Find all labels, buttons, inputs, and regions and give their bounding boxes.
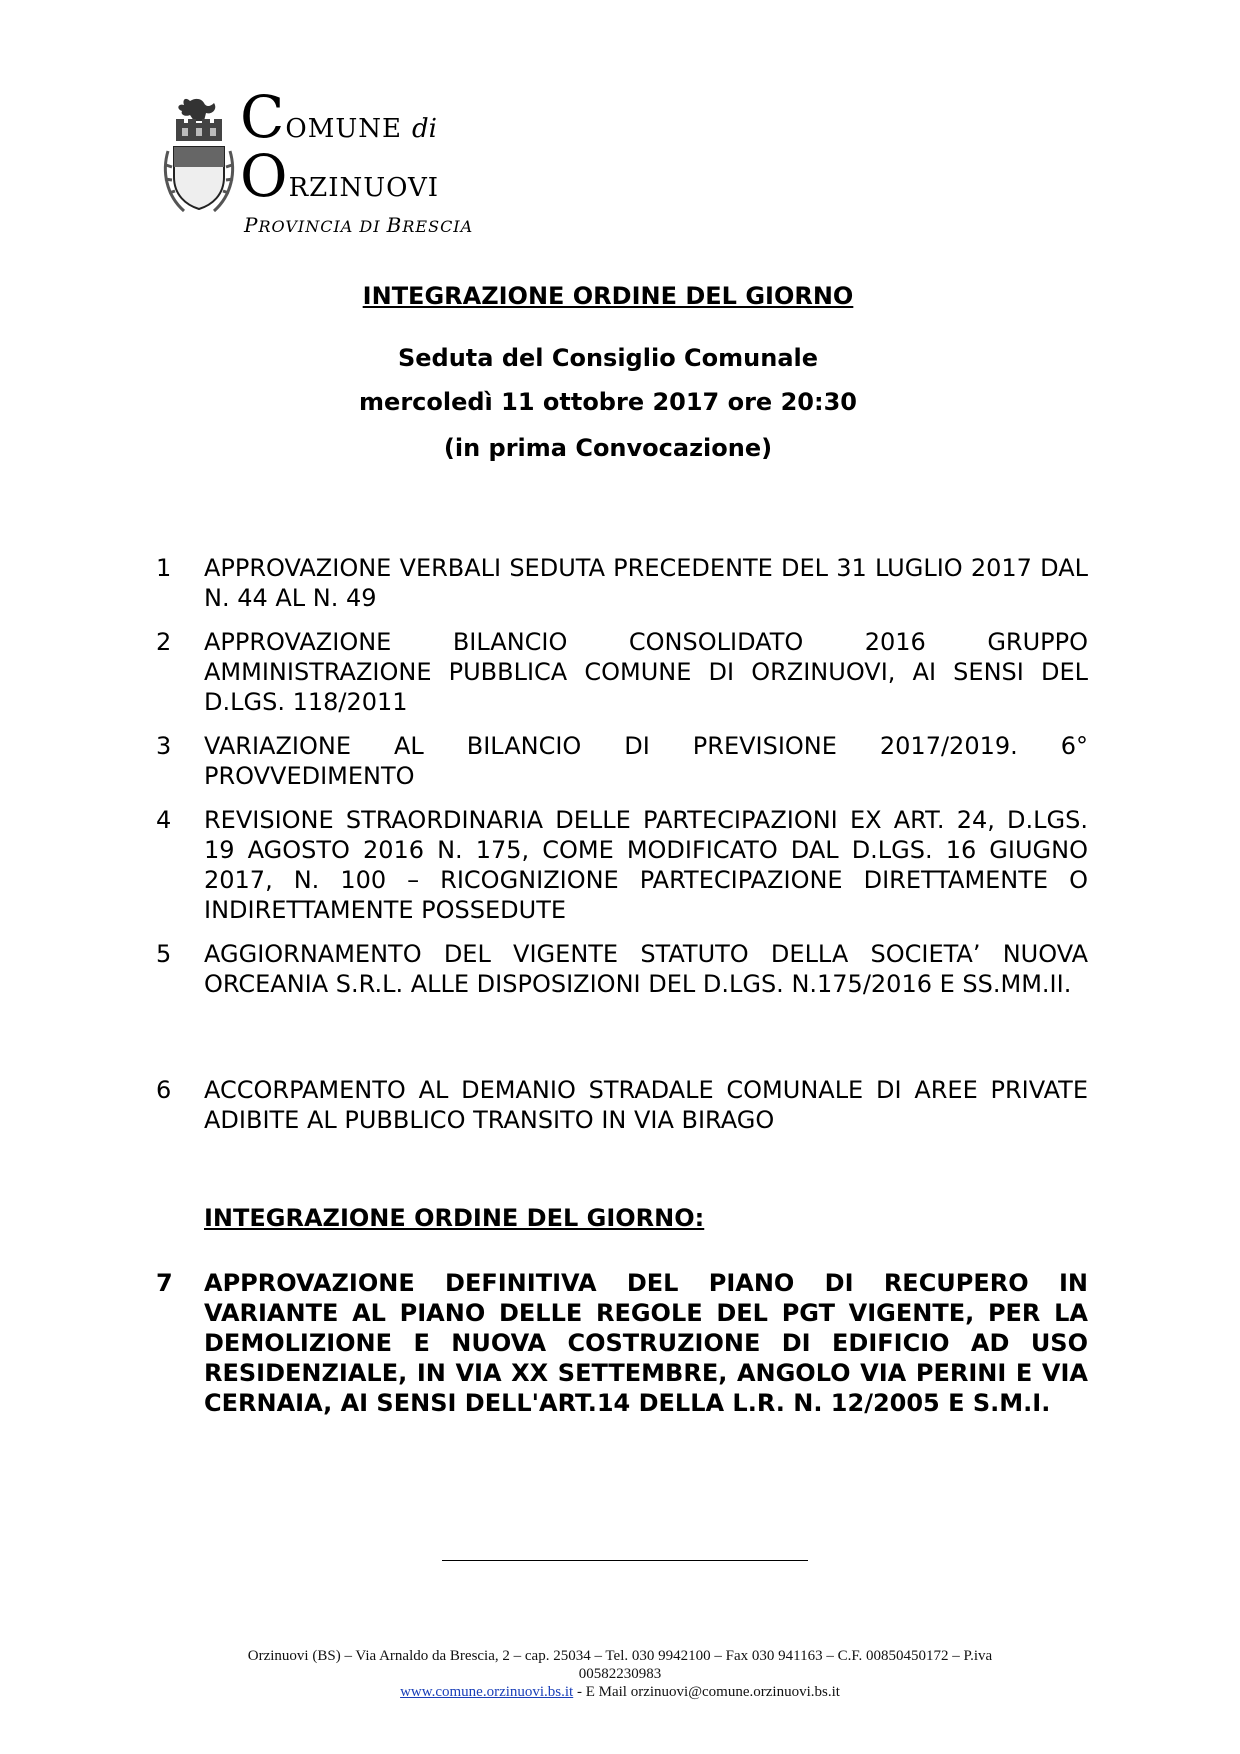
logo-line-orzinuovi: ORZINUOVI bbox=[240, 142, 440, 210]
footer-address: Orzinuovi (BS) – Via Arnaldo da Brescia, 2 – cap. 25034 – Tel. 030 9942100 – Fax 030 941163 – C.F. 00850450172 – P.iva bbox=[247, 1648, 993, 1664]
agenda-item-text: REVISIONE STRAORDINARIA DELLE PARTECIPAZIONI EX ART. 24, D.LGS. 19 AGOSTO 2016 N. 175, COME MODIFICATO DAL D.LGS. 16 GIUGNO 2017, N. 100 – RICOGNIZIONE PARTECIPAZIONE DIRETTAMENTE O INDIRETTAMENTE POSSEDUTE bbox=[204, 806, 1088, 924]
agenda-item-text: AGGIORNAMENTO DEL VIGENTE STATUTO DELLA SOCIETA’ NUOVA ORCEANIA S.R.L. ALLE DISPOSIZIONI DEL D.LGS. N.175/2016 E SS.MM.II. bbox=[204, 940, 1088, 998]
agenda-item-number: 1 bbox=[156, 554, 172, 582]
website-link[interactable]: www.comune.orzinuovi.bs.it bbox=[400, 1684, 574, 1700]
agenda-item-text: APPROVAZIONE BILANCIO CONSOLIDATO 2016 GRUPPO AMMINISTRAZIONE PUBBLICA COMUNE DI ORZINUOVI, AI SENSI DEL D.LGS. 118/2011 bbox=[204, 628, 1088, 716]
municipal-crest-icon bbox=[160, 95, 238, 217]
document-title: INTEGRAZIONE ORDINE DEL GIORNO bbox=[362, 282, 854, 310]
session-convocation: (in prima Convocazione) bbox=[443, 434, 773, 462]
session-name: Seduta del Consiglio Comunale bbox=[397, 344, 819, 372]
footer-contacts bbox=[180, 1683, 1060, 1701]
agenda-item-text: APPROVAZIONE VERBALI SEDUTA PRECEDENTE DEL 31 LUGLIO 2017 DAL N. 44 AL N. 49 bbox=[204, 554, 1088, 612]
agenda-item-number: 5 bbox=[156, 940, 172, 968]
agenda-item-number: 2 bbox=[156, 628, 172, 656]
logo-text bbox=[240, 83, 474, 237]
municipality-logo bbox=[160, 83, 480, 237]
integration-heading: INTEGRAZIONE ORDINE DEL GIORNO: bbox=[204, 1204, 705, 1232]
logo-line-provincia: PROVINCIA DI BRESCIA bbox=[244, 213, 474, 237]
agenda-item-number: 6 bbox=[156, 1076, 172, 1104]
logo-line-comune: COMUNE di bbox=[240, 83, 437, 151]
agenda-item-number: 4 bbox=[156, 806, 172, 834]
footer-vat: 00582230983 bbox=[578, 1666, 662, 1682]
footer-email: - E Mail orzinuovi@comune.orzinuovi.bs.it bbox=[573, 1684, 840, 1700]
agenda-item-number: 3 bbox=[156, 732, 172, 760]
agenda-item-text: APPROVAZIONE DEFINITIVA DEL PIANO DI RECUPERO IN VARIANTE AL PIANO DELLE REGOLE DEL PGT VIGENTE, PER LA DEMOLIZIONE E NUOVA COSTRUZIONE DI EDIFICIO AD USO RESIDENZIALE, IN VIA XX SETTEMBRE, ANGOLO VIA PERINI E VIA CERNAIA, AI SENSI DELL'ART.14 DELLA L.R. N. 12/2005 E S.M.I. bbox=[204, 1269, 1088, 1417]
agenda-item-text: ACCORPAMENTO AL DEMANIO STRADALE COMUNALE DI AREE PRIVATE ADIBITE AL PUBBLICO TRANSITO IN VIA BIRAGO bbox=[204, 1076, 1088, 1134]
signature-line bbox=[442, 1560, 808, 1561]
session-datetime: mercoledì 11 ottobre 2017 ore 20:30 bbox=[359, 388, 857, 416]
agenda-item-text: VARIAZIONE AL BILANCIO DI PREVISIONE 2017/2019. 6° PROVVEDIMENTO bbox=[204, 732, 1088, 790]
agenda-item-number: 7 bbox=[156, 1269, 173, 1297]
